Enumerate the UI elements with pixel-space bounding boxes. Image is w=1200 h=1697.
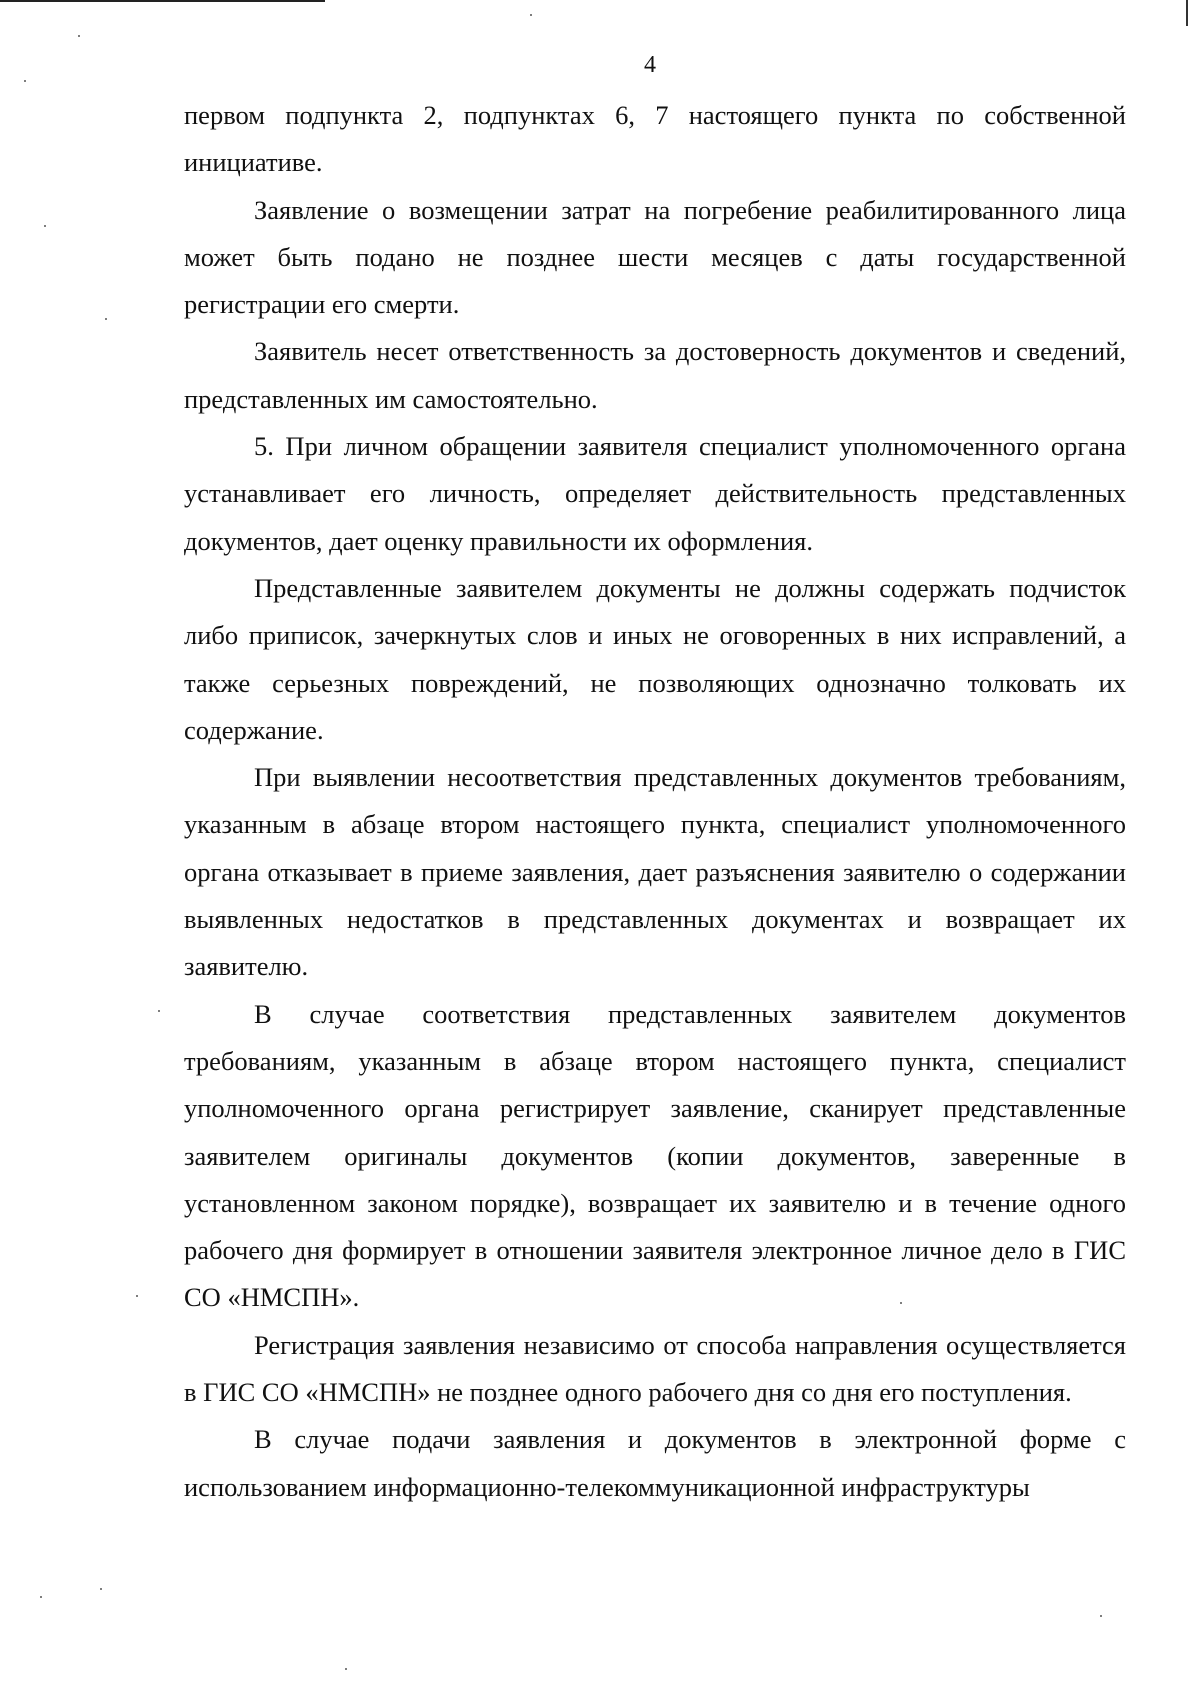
- paragraph: Представленные заявителем документы не должны содержать подчисток либо приписок, зачеркнутых слов и иных не оговоренных в них исправлений, а также серьезных повреждений, не позволяющих однозначно толковать их содержание.: [184, 572, 1126, 745]
- scan-speck: [40, 1596, 42, 1598]
- document-body: [184, 92, 1126, 1511]
- paragraph: Регистрация заявления независимо от способа направления осуществляется в ГИС СО «НМСПН» не позднее одного рабочего дня со дня его поступления.: [184, 1329, 1126, 1408]
- paragraph: При выявлении несоответствия представленных документов требованиям, указанным в абзаце втором настоящего пункта, специалист уполномоченного органа отказывает в приеме заявления, дает разъяснения заявителю о содержании выявленных недостатков в представленных документах и возвращает их заявителю.: [184, 762, 1126, 982]
- scan-speck: [136, 1295, 138, 1297]
- paragraph: В случае подачи заявления и документов в электронной форме с использованием информационно-телекоммуникационной инфраструктуры: [184, 1424, 1126, 1502]
- scan-speck: [24, 80, 26, 82]
- paragraph: Заявитель несет ответственность за достоверность документов и сведений, представленных им самостоятельно.: [184, 336, 1126, 414]
- scan-edge-line: [0, 0, 325, 2]
- paragraph: первом подпункта 2, подпунктах 6, 7 настоящего пункта по собственной инициативе.: [184, 100, 1126, 178]
- scan-speck: [1100, 1615, 1102, 1617]
- page-number: 4: [644, 52, 656, 78]
- paragraph: Заявление о возмещении затрат на погребение реабилитированного лица может быть подано не позднее шести месяцев с даты государственной регистрации его смерти.: [184, 194, 1126, 320]
- scan-edge-line: [1186, 0, 1188, 26]
- paragraph: В случае соответствия представленных заявителем документов требованиям, указанным в абзаце втором настоящего пункта, специалист уполномоченного органа регистрирует заявление, сканирует представленные заявителем оригиналы документов (копии документов, заверенные в установленном законом порядке), возвращает их заявителю и в течение одного рабочего дня формирует в отношении заявителя электронное личное дело в ГИС СО «НМСПН».: [184, 998, 1126, 1313]
- scan-speck: [345, 1668, 347, 1670]
- scan-speck: [78, 35, 80, 37]
- scan-speck: [44, 225, 46, 227]
- scan-speck: [530, 14, 532, 16]
- scan-speck: [105, 318, 107, 320]
- scan-speck: [158, 1010, 160, 1012]
- scan-speck: [100, 1588, 102, 1590]
- paragraph: 5. При личном обращении заявителя специалист уполномоченного органа устанавливает его личность, определяет действительность представленных документов, дает оценку правильности их оформления.: [184, 431, 1126, 556]
